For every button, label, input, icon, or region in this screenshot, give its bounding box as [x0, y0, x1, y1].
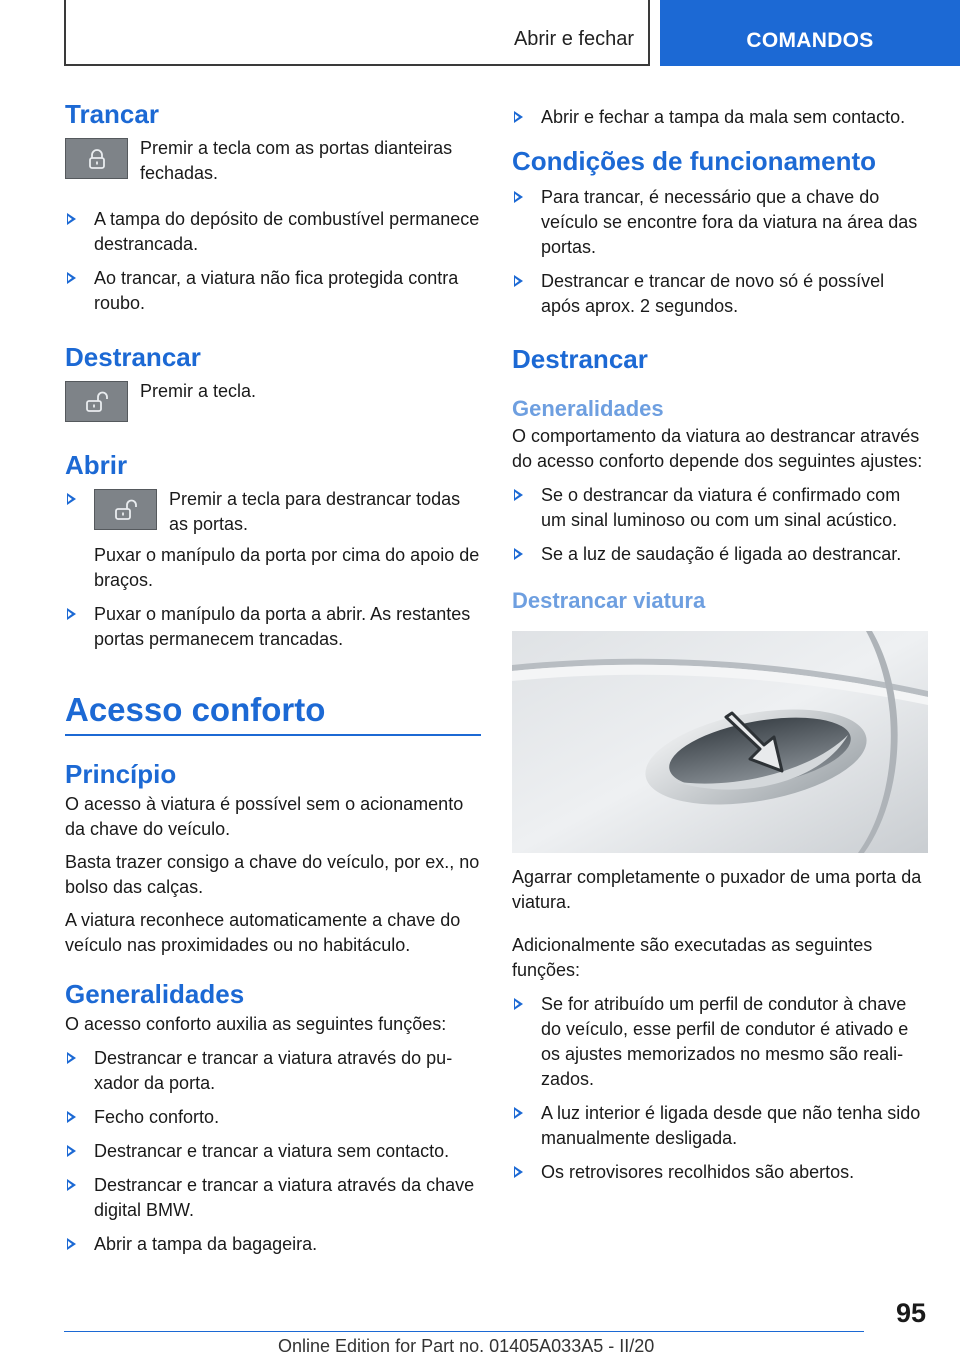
heading-generalidades-right: Generalidades	[512, 396, 664, 421]
list-item: Ao trancar, a viatura não fica protegida contra roubo.	[65, 266, 481, 316]
header-frame	[64, 0, 650, 66]
heading-principio: Princípio	[65, 759, 177, 789]
list-item: Se o destrancar da viatura é confirmado com um sinal luminoso ou com um sinal acústico.	[512, 483, 928, 533]
principio-para-2: Basta trazer consigo a chave do veículo, por ex., no bolso das calças.	[65, 852, 480, 897]
right-column	[512, 105, 928, 1194]
abrir-sub-text: Puxar o manípulo da porta por cima do apoio de braços.	[94, 545, 480, 590]
trancar-bullet-list	[65, 207, 481, 316]
page-number: 95	[895, 1298, 926, 1328]
heading-acesso-conforto: Acesso conforto	[65, 691, 326, 728]
bullet-triangle-icon	[67, 1052, 76, 1064]
list-item: Abrir a tampa da bagageira.	[65, 1232, 481, 1257]
bullet-triangle-icon	[67, 213, 76, 225]
principio-para-3: A viatura reconhece automaticamente a chave do veículo nas proximidades ou no habitáculo.	[65, 910, 461, 955]
bullet-triangle-icon	[67, 272, 76, 284]
bullet-triangle-icon	[67, 1111, 76, 1123]
left-column	[65, 98, 481, 1266]
heading-abrir: Abrir	[65, 450, 128, 480]
principio-para-1: O acesso à viatura é possível sem o acionamento da chave do veículo.	[65, 794, 464, 839]
generalidades-bullet-list	[65, 1046, 481, 1257]
list-item: Abrir e fechar a tampa da mala sem contacto.	[512, 105, 928, 130]
unlock-all-key-text: Premir a tecla para destrancar todas as portas.	[169, 489, 461, 534]
unlock-key-text: Premir a tecla.	[140, 381, 257, 401]
list-item: Destrancar e trancar a viatura sem contacto.	[65, 1139, 481, 1164]
header-section-title: Abrir e fechar	[513, 28, 634, 50]
bullet-triangle-icon	[514, 1166, 523, 1178]
door-handle-photo	[512, 631, 928, 853]
bullet-triangle-icon	[514, 548, 523, 560]
bullet-triangle-icon	[514, 1107, 523, 1119]
list-item: Se a luz de saudação é ligada ao destrancar.	[512, 542, 928, 567]
abrir-bullet-list	[65, 487, 481, 652]
bullet-triangle-icon	[67, 1179, 76, 1191]
list-item: Para trancar, é necessário que a chave do veículo se encontre fora da viatura na área das portas.	[512, 185, 928, 260]
list-item	[65, 487, 481, 593]
unlock-key-row	[65, 379, 481, 422]
list-item: Destrancar e trancar a viatura através do puxador da porta.	[65, 1046, 481, 1096]
unlock-all-key-row	[94, 487, 481, 537]
right-top-bullet-list	[512, 105, 928, 130]
bullet-triangle-icon	[67, 608, 76, 620]
adicionalmente-bullet-list	[512, 992, 928, 1185]
unlock-button-icon	[65, 381, 128, 422]
bullet-triangle-icon	[67, 1238, 76, 1250]
heading-generalidades: Generalidades	[65, 979, 245, 1009]
lock-key-row	[65, 136, 481, 186]
list-item: Destrancar e trancar a viatura através da chave digital BMW.	[65, 1173, 481, 1223]
heading-trancar: Trancar	[65, 99, 159, 129]
lock-key-text: Premir a tecla com as portas dianteiras fechadas.	[140, 138, 453, 183]
unlock-button-icon	[94, 489, 157, 530]
heading-rule	[65, 734, 481, 736]
heading-destrancar-viatura: Destrancar viatura	[512, 588, 706, 613]
list-item: A luz interior é ligada desde que não tenha sido manualmente desligada.	[512, 1101, 928, 1151]
bullet-triangle-icon	[514, 111, 523, 123]
photo-caption-para: Agarrar completamente o puxador de uma porta da viatura.	[512, 867, 922, 912]
bullet-triangle-icon	[514, 998, 523, 1010]
list-item: Destrancar e trancar de novo só é possível após aprox. 2 segundos.	[512, 269, 928, 319]
header-chapter-tab[interactable]: COMANDOS	[660, 0, 960, 66]
list-item: Se for atribuído um perfil de condutor à chave do veículo, esse perfil de condutor é ativado e os ajustes memorizados no mesmo são realizados.	[512, 992, 928, 1092]
lock-button-icon	[65, 138, 128, 179]
footer-rule	[64, 1331, 864, 1332]
heading-condicoes: Condições de funcionamento	[512, 146, 877, 176]
condicoes-bullet-list	[512, 185, 928, 319]
adicionalmente-para: Adicionalmente são executadas as seguintes funções:	[512, 935, 873, 980]
footer-edition-text: Online Edition for Part no. 01405A033A5 - II/20	[278, 1336, 655, 1356]
generalidades-intro: O acesso conforto auxilia as seguintes funções:	[65, 1014, 447, 1034]
bullet-triangle-icon	[514, 191, 523, 203]
list-item: Os retrovisores recolhidos são abertos.	[512, 1160, 928, 1185]
list-item: Fecho conforto.	[65, 1105, 481, 1130]
bullet-triangle-icon	[514, 275, 523, 287]
generalidades-right-bullet-list	[512, 483, 928, 567]
heading-destrancar-right: Destrancar	[512, 344, 648, 374]
heading-destrancar: Destrancar	[65, 342, 201, 372]
bullet-triangle-icon	[67, 1145, 76, 1157]
list-item: Puxar o manípulo da porta a abrir. As restantes portas permanecem trancadas.	[65, 602, 481, 652]
list-item: A tampa do depósito de combustível permanece destrancada.	[65, 207, 481, 257]
bullet-triangle-icon	[67, 493, 76, 505]
generalidades-right-para: O comportamento da viatura ao destrancar através do acesso conforto depende dos seguintes ajustes:	[512, 426, 923, 471]
bullet-triangle-icon	[514, 489, 523, 501]
